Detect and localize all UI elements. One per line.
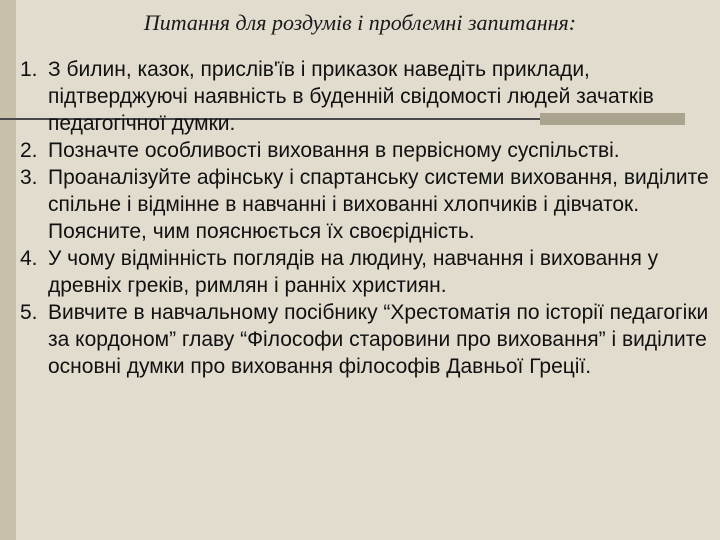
item-text: Вивчите в навчальному посібнику “Хрестоматія по історії педагогіки за кордоном” главу “Філософи старовини про виховання” і виділите основні думки про виховання філософів Давньої Греції.: [48, 301, 709, 378]
item-text: З билин, казок, прислів'їв і приказок наведіть приклади, підтверджуючі наявність в буденній свідомості людей зачатків педагогічної думки.: [48, 58, 654, 135]
list-item: [20, 299, 710, 380]
item-text: Позначте особливості виховання в первісному суспільстві.: [48, 139, 620, 162]
item-number: 2.: [20, 139, 38, 162]
list-item: [20, 164, 710, 245]
item-number: 1.: [20, 58, 38, 81]
item-number: 4.: [20, 247, 38, 270]
list-item: [20, 56, 710, 137]
item-text: Проаналізуйте афінську і спартанську системи виховання, виділите спільне і відмінне в навчанні і вихованні хлопчиків і дівчаток. Поясните, чим пояснюється їх своєрідність.: [48, 166, 709, 243]
list-item: [20, 245, 710, 299]
question-list: [20, 56, 710, 380]
left-decorative-bar: [0, 0, 16, 540]
slide-title: Питання для роздумів і проблемні запитання:: [143, 10, 577, 35]
item-text: У чому відмінність поглядів на людину, навчання і виховання у древніх греків, римлян і ранніх християн.: [48, 247, 659, 297]
item-number: 3.: [20, 166, 38, 189]
item-number: 5.: [20, 301, 38, 324]
list-item: [20, 137, 710, 164]
